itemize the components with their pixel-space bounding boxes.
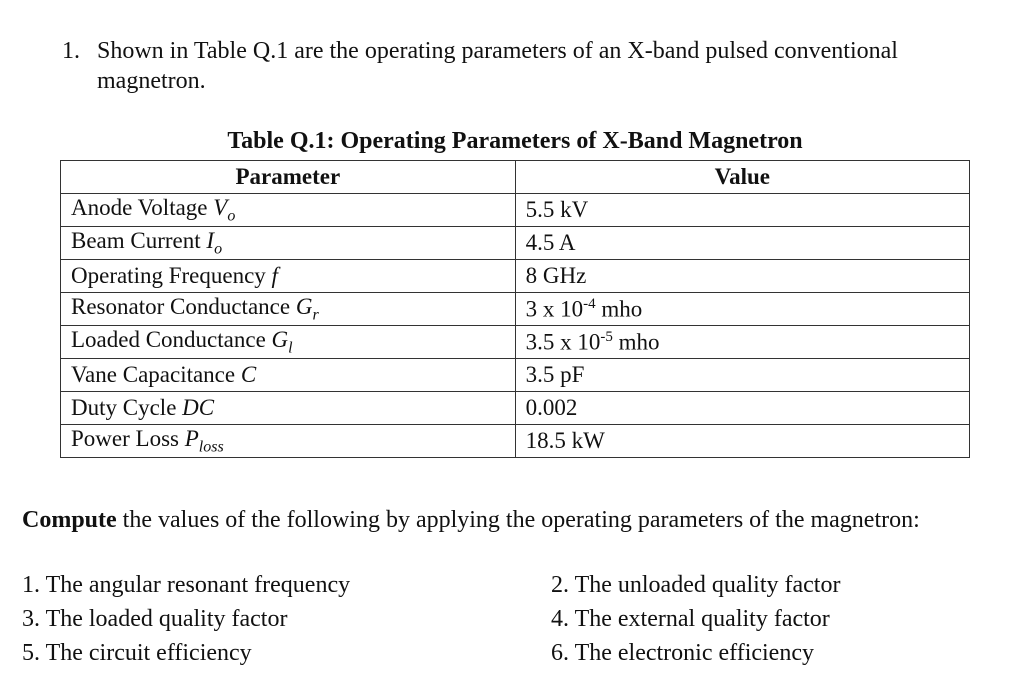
parameter-cell bbox=[61, 293, 516, 326]
table-row bbox=[61, 392, 970, 425]
parameter-name: Vane Capacitance bbox=[71, 362, 241, 387]
task-item: 1. The angular resonant frequency bbox=[22, 572, 351, 598]
parameter-symbol: P bbox=[184, 425, 199, 451]
parameter-subscript: loss bbox=[198, 438, 224, 456]
task-item: 4. The external quality factor bbox=[551, 606, 830, 632]
parameter-subscript: o bbox=[227, 207, 236, 225]
parameter-name: Loaded Conductance bbox=[71, 326, 272, 352]
table-row bbox=[61, 425, 970, 458]
question-text-line2: magnetron. bbox=[97, 68, 206, 94]
value-cell bbox=[515, 194, 969, 227]
value-exponent: -4 bbox=[583, 295, 596, 312]
parameter-cell bbox=[61, 227, 516, 260]
parameter-symbol: V bbox=[213, 194, 228, 220]
question-number: 1. bbox=[62, 38, 80, 64]
parameter-cell bbox=[61, 194, 516, 227]
header-value: Value bbox=[515, 161, 969, 194]
value-text: 18.5 kW bbox=[525, 428, 605, 453]
value-cell bbox=[515, 227, 969, 260]
value-exponent: -5 bbox=[600, 328, 613, 345]
value-text: 0.002 bbox=[525, 395, 578, 420]
parameter-name: Beam Current bbox=[71, 227, 207, 253]
parameter-symbol: C bbox=[240, 362, 257, 387]
parameter-name: Power Loss bbox=[71, 425, 185, 451]
parameter-name: Anode Voltage bbox=[71, 194, 214, 220]
value-cell bbox=[515, 392, 969, 425]
task-item: 5. The circuit efficiency bbox=[22, 640, 252, 666]
value-text: 3.5 x 10 bbox=[525, 329, 601, 355]
parameter-cell bbox=[61, 359, 516, 392]
value-text: 4.5 A bbox=[525, 230, 576, 255]
parameter-subscript: r bbox=[312, 306, 319, 324]
value-cell bbox=[515, 293, 969, 326]
table-header-row bbox=[61, 161, 970, 194]
instruction-text bbox=[22, 505, 920, 535]
table-caption: Table Q.1: Operating Parameters of X-Band Magnetron bbox=[227, 128, 803, 154]
parameter-cell bbox=[61, 326, 516, 359]
table-body bbox=[61, 194, 970, 458]
value-text: 3 x 10 bbox=[525, 296, 584, 322]
parameter-cell bbox=[61, 392, 516, 425]
question-text-line1: Shown in Table Q.1 are the operating parameters of an X-band pulsed conventional bbox=[97, 38, 898, 64]
table-row bbox=[61, 326, 970, 359]
parameter-cell bbox=[61, 425, 516, 458]
value-text: 5.5 kV bbox=[525, 197, 589, 222]
task-item: 2. The unloaded quality factor bbox=[551, 572, 841, 598]
table-row bbox=[61, 359, 970, 392]
parameter-name: Resonator Conductance bbox=[71, 293, 296, 319]
parameter-symbol: G bbox=[271, 326, 289, 352]
value-cell bbox=[515, 326, 969, 359]
table-row bbox=[61, 194, 970, 227]
value-text: 8 GHz bbox=[525, 263, 587, 288]
table-row bbox=[61, 260, 970, 293]
task-item: 6. The electronic efficiency bbox=[551, 640, 814, 666]
task-item: 3. The loaded quality factor bbox=[22, 606, 288, 632]
value-cell bbox=[515, 425, 969, 458]
instruction-rest: the values of the following by applying the operating parameters of the magnetron: bbox=[116, 507, 920, 533]
parameter-subscript: l bbox=[288, 339, 293, 357]
value-cell bbox=[515, 359, 969, 392]
parameter-symbol: G bbox=[295, 293, 313, 319]
parameter-name: Duty Cycle bbox=[71, 395, 183, 420]
parameter-cell bbox=[61, 260, 516, 293]
table-row bbox=[61, 293, 970, 326]
tasks-right-column bbox=[551, 568, 840, 670]
parameters-table bbox=[60, 160, 970, 458]
value-text: 3.5 pF bbox=[525, 362, 585, 387]
parameter-name: Operating Frequency bbox=[71, 263, 272, 288]
header-parameter: Parameter bbox=[61, 161, 516, 194]
parameter-symbol: I bbox=[206, 227, 215, 253]
value-unit: mho bbox=[595, 296, 643, 322]
value-unit: mho bbox=[612, 329, 660, 355]
table-row bbox=[61, 227, 970, 260]
parameter-symbol: DC bbox=[182, 395, 215, 420]
value-cell bbox=[515, 260, 969, 293]
tasks-left-column bbox=[22, 568, 350, 670]
parameter-subscript: o bbox=[214, 240, 223, 258]
question-block bbox=[62, 36, 982, 96]
instruction-bold: Compute bbox=[22, 507, 117, 533]
parameter-symbol: f bbox=[271, 263, 278, 288]
